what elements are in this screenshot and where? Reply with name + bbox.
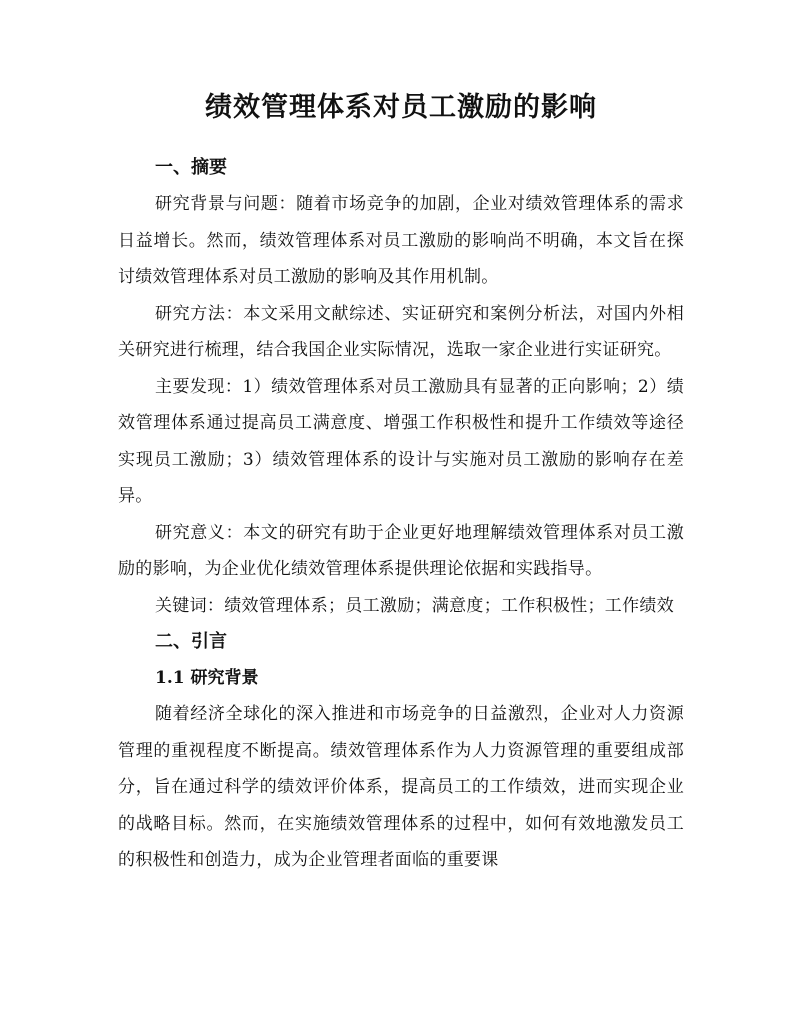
abstract-findings-paragraph: 主要发现：1）绩效管理体系对员工激励具有显著的正向影响；2）绩效管理体系通过提高员工满意度、增强工作积极性和提升工作绩效等途径实现员工激励；3）绩效管理体系的设计与实施对员工激励的影响存在差异。: [118, 376, 684, 506]
abstract-background-paragraph: 研究背景与问题：随着市场竞争的加剧，企业对绩效管理体系的需求日益增长。然而，绩效管理体系对员工激励的影响尚不明确，本文旨在探讨绩效管理体系对员工激励的影响及其作用机制。: [118, 194, 684, 287]
document-page: [118, 88, 684, 879]
keywords-paragraph: 关键词：绩效管理体系；员工激励；满意度；工作积极性；工作绩效: [155, 595, 674, 616]
abstract-method-paragraph: 研究方法：本文采用文献综述、实证研究和案例分析法，对国内外相关研究进行梳理，结合我国企业实际情况，选取一家企业进行实证研究。: [118, 303, 684, 360]
introduction-background-paragraph: 随着经济全球化的深入推进和市场竞争的日益激烈，企业对人力资源管理的重视程度不断提高。绩效管理体系作为人力资源管理的重要组成部分，旨在通过科学的绩效评价体系，提高员工的工作绩效，进而实现企业的战略目标。然而，在实施绩效管理体系的过程中，如何有效地激发员工的积极性和创造力，成为企业管理者面临的重要课: [118, 704, 684, 870]
section-heading-introduction: 二、引言: [155, 631, 227, 652]
subsection-heading-background: 1.1 研究背景: [155, 668, 259, 688]
abstract-significance-paragraph: 研究意义：本文的研究有助于企业更好地理解绩效管理体系对员工激励的影响，为企业优化绩效管理体系提供理论依据和实践指导。: [118, 522, 684, 579]
section-heading-abstract: 一、摘要: [155, 157, 227, 178]
document-title: 绩效管理体系对员工激励的影响: [205, 92, 597, 123]
